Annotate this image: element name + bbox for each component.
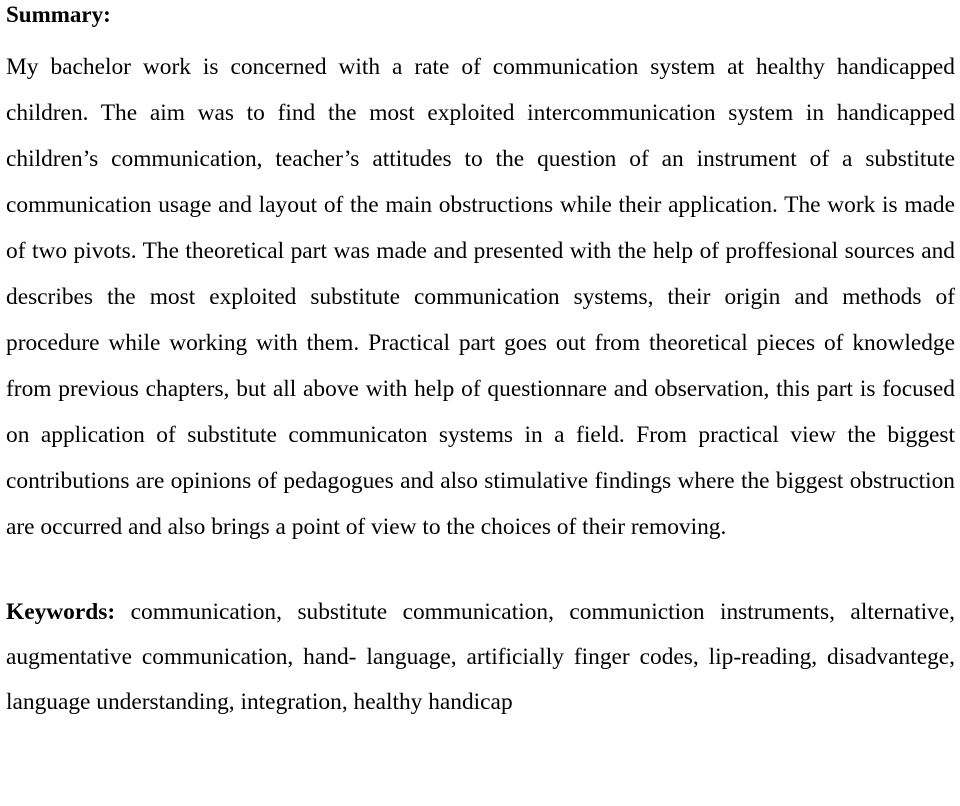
summary-heading: Summary:	[6, 2, 111, 27]
abstract-section	[6, 0, 955, 725]
keywords-list: communication, substitute communication, communiction instruments, alternative, augmentative communication, hand- language, artificially finger codes, lip-reading, disadvantege, language understanding, integration, healthy handicap	[6, 599, 955, 715]
keywords-paragraph	[6, 590, 955, 725]
summary-paragraph: My bachelor work is concerned with a rate of communication system at healthy handicapped children. The aim was to find the most exploited intercommunication system in handicapped children’s communication, teacher’s attitudes to the question of an instrument of a substitute communication usage and layout of the main obstructions while their application. The work is made of two pivots. The theoretical part was made and presented with the help of proffesional sources and describes the most exploited substitute communication systems, their origin and methods of procedure while working with them. Practical part goes out from theoretical pieces of knowledge from previous chapters, but all above with help of questionnare and observation, this part is focused on application of substitute communicaton systems in a field. From practical view the biggest contributions are opinions of pedagogues and also stimulative findings where the biggest obstruction are occurred and also brings a point of view to the choices of their removing.	[6, 54, 955, 540]
keywords-label: Keywords:	[6, 599, 116, 625]
